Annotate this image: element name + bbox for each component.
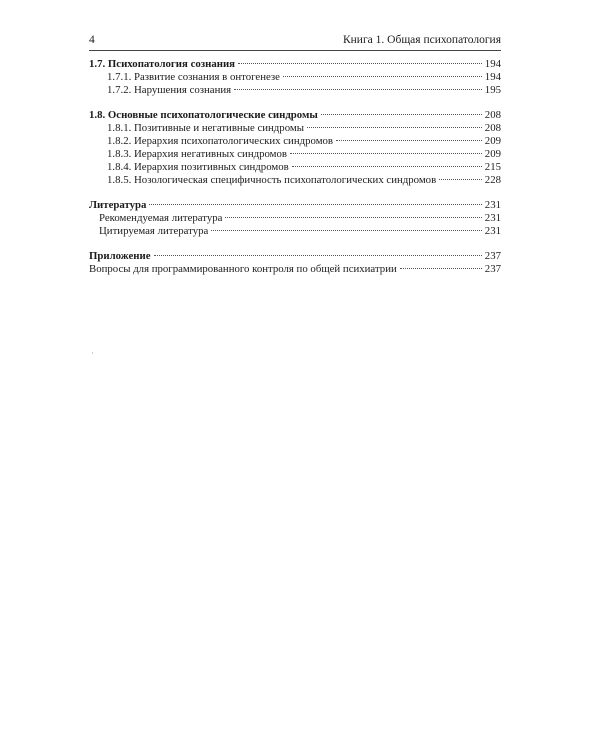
toc-entry-title: 1.8.2. Иерархия психопатологических синдромов <box>107 135 334 147</box>
table-of-contents <box>89 58 501 288</box>
toc-heading-title: 1.7. Психопатология сознания <box>89 58 236 70</box>
dot-leader <box>234 89 482 90</box>
toc-heading-title: Приложение <box>89 250 151 262</box>
toc-section-1-7 <box>89 58 501 97</box>
toc-entry <box>89 71 501 84</box>
toc-entry <box>89 263 501 276</box>
toc-page-number: 215 <box>484 161 501 173</box>
dot-leader <box>400 268 482 269</box>
dot-leader <box>292 166 482 167</box>
toc-heading <box>89 250 501 263</box>
toc-page-number: 209 <box>484 135 501 147</box>
toc-page-number: 237 <box>484 263 501 275</box>
dot-leader <box>307 127 482 128</box>
toc-entry <box>89 212 501 225</box>
toc-entry-title: 1.8.5. Нозологическая специфичность психопатологических синдромов <box>107 174 437 186</box>
toc-entry-title: 1.8.4. Иерархия позитивных синдромов <box>107 161 289 173</box>
page-header <box>89 34 501 48</box>
toc-entry-title: 1.7.1. Развитие сознания в онтогенезе <box>107 71 280 83</box>
running-title: Книга 1. Общая психопатология <box>342 34 501 46</box>
toc-entry-title: 1.8.3. Иерархия негативных синдромов <box>107 148 288 160</box>
toc-page-number: 237 <box>484 250 501 262</box>
dot-leader <box>321 114 482 115</box>
toc-page-number: 231 <box>484 225 501 237</box>
toc-page-number: 208 <box>484 122 501 134</box>
toc-heading <box>89 109 501 122</box>
toc-entry <box>89 135 501 148</box>
page-number: 4 <box>89 34 95 46</box>
toc-heading <box>89 199 501 212</box>
header-rule <box>89 50 501 51</box>
toc-page-number: 209 <box>484 148 501 160</box>
dot-leader <box>439 179 482 180</box>
toc-heading-title: Литература <box>89 199 147 211</box>
toc-page-number: 231 <box>484 212 501 224</box>
toc-entry-title: 1.8.1. Позитивные и негативные синдромы <box>107 122 304 134</box>
toc-section-literature <box>89 199 501 238</box>
toc-page-number: 208 <box>484 109 501 121</box>
dot-leader <box>154 255 482 256</box>
dot-leader <box>238 63 482 64</box>
toc-heading-title: 1.8. Основные психопатологические синдромы <box>89 109 318 121</box>
dot-leader <box>283 76 482 77</box>
toc-entry <box>89 174 501 187</box>
dot-leader <box>290 153 482 154</box>
toc-page-number: 195 <box>484 84 501 96</box>
dot-leader <box>225 217 481 218</box>
toc-entry-title: Вопросы для программированного контроля по общей психиатрии <box>89 263 397 275</box>
scan-speck <box>92 352 93 354</box>
dot-leader <box>149 204 481 205</box>
toc-entry-title: Цитируемая литература <box>99 225 209 237</box>
dot-leader <box>336 140 482 141</box>
toc-entry <box>89 122 501 135</box>
toc-entry <box>89 84 501 97</box>
toc-page-number: 194 <box>484 71 501 83</box>
toc-page-number: 231 <box>484 199 501 211</box>
dot-leader <box>211 230 481 231</box>
toc-page-number: 194 <box>484 58 501 70</box>
toc-entry <box>89 148 501 161</box>
toc-heading <box>89 58 501 71</box>
toc-entry <box>89 161 501 174</box>
toc-entry <box>89 225 501 238</box>
toc-entry-title: 1.7.2. Нарушения сознания <box>107 84 232 96</box>
toc-section-1-8 <box>89 109 501 187</box>
toc-page-number: 228 <box>484 174 501 186</box>
toc-section-appendix <box>89 250 501 276</box>
toc-entry-title: Рекомендуемая литература <box>99 212 223 224</box>
